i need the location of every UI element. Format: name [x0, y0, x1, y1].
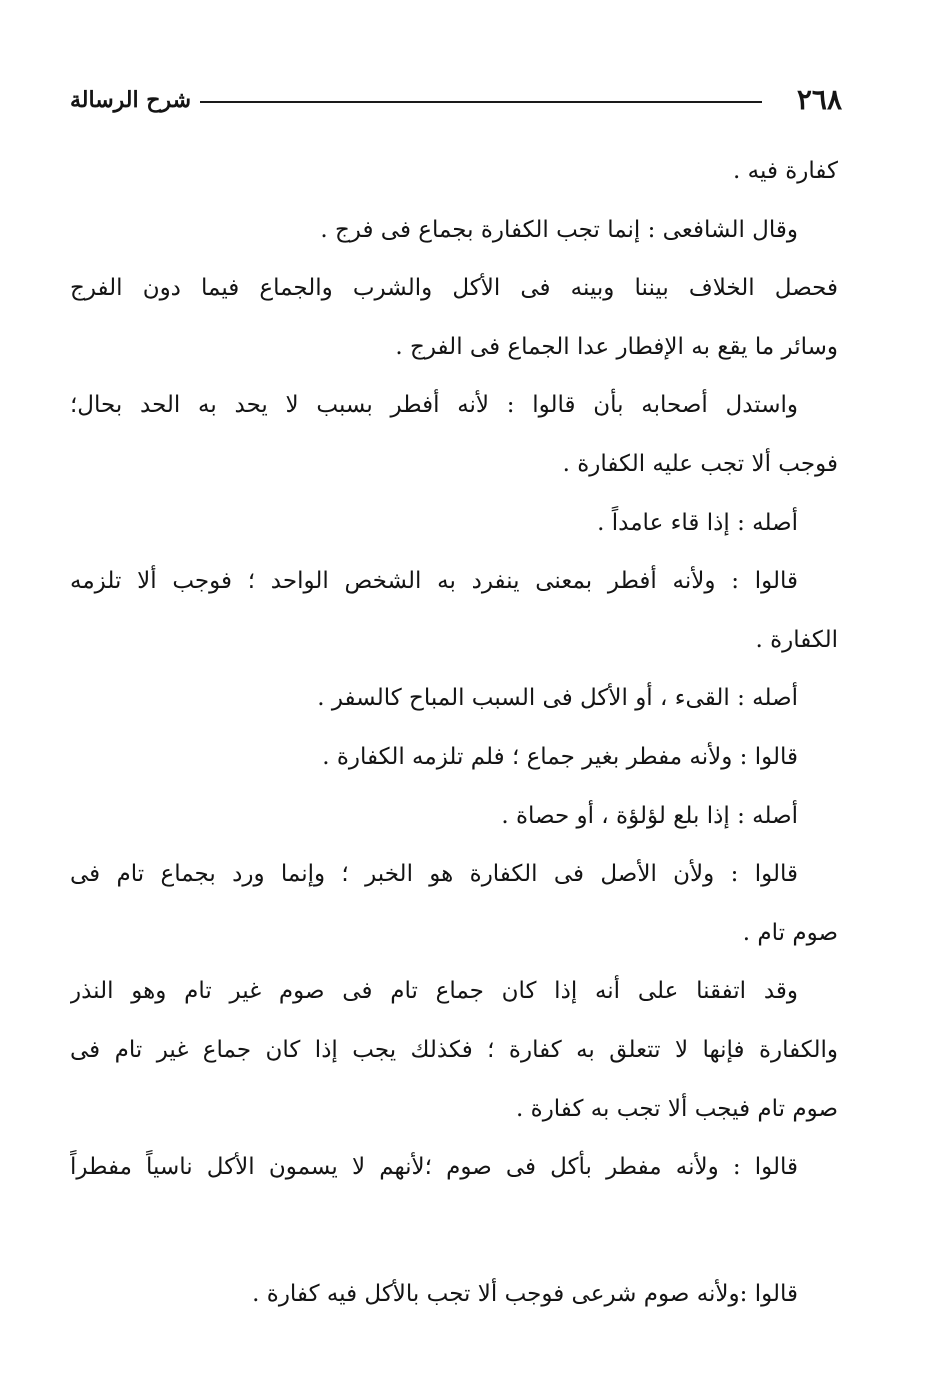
text-line: قالوا : ولأنه مفطر بأكل فى صوم ؛لأنهم لا يسمون الأكل ناسياً مفطراً — [70, 1154, 798, 1181]
text-line: وقد اتفقنا على أنه إذا كان جماع تام فى صوم غير تام وهو النذر — [70, 978, 798, 1005]
running-title: شرح الرسالة — [70, 87, 192, 113]
text-line: أصله : القىء ، أو الأكل فى السبب المباح كالسفر . — [317, 685, 798, 712]
page-header — [70, 80, 842, 120]
page-number: ٢٦٨ — [796, 83, 842, 116]
text-line: فوجب ألا تجب عليه الكفارة . — [562, 450, 838, 477]
text-line: صوم تام فيجب ألا تجب به كفارة . — [516, 1095, 838, 1122]
header-rule — [200, 101, 762, 103]
text-line: قالوا : ولأنه أفطر بمعنى ينفرد به الشخص الواحد ؛ فوجب ألا تلزمه — [70, 568, 798, 595]
text-line: صوم تام . — [742, 919, 838, 946]
text-line: الكفارة . — [755, 626, 838, 653]
text-line: واستدل أصحابه بأن قالوا : لأنه أفطر بسبب لا يحد به الحد بحال؛ — [70, 392, 798, 419]
text-line: أصله : إذا بلع لؤلؤة ، أو حصاة . — [501, 802, 798, 829]
text-line: فحصل الخلاف بيننا وبينه فى الأكل والشرب والجماع فيما دون الفرج — [70, 275, 838, 302]
text-line: قالوا :ولأنه صوم شرعى فوجب ألا تجب بالأكل فيه كفارة . — [252, 1280, 798, 1307]
text-line: وسائر ما يقع به الإفطار عدا الجماع فى الفرج . — [395, 333, 838, 360]
text-line: قالوا : ولأنه مفطر بغير جماع ؛ فلم تلزمه الكفارة . — [322, 743, 798, 770]
text-line: قالوا : ولأن الأصل فى الكفارة هو الخبر ؛ وإنما ورد بجماع تام فى — [70, 861, 798, 888]
text-line: أصله : إذا قاء عامداً . — [597, 509, 798, 536]
body-text — [70, 146, 838, 1327]
text-line: وقال الشافعى : إنما تجب الكفارة بجماع فى فرج . — [320, 216, 798, 243]
text-line: والكفارة فإنها لا تتعلق به كفارة ؛ فكذلك يجب إذا كان جماع غير تام فى — [70, 1036, 838, 1063]
text-line: كفارة فيه . — [733, 158, 838, 184]
